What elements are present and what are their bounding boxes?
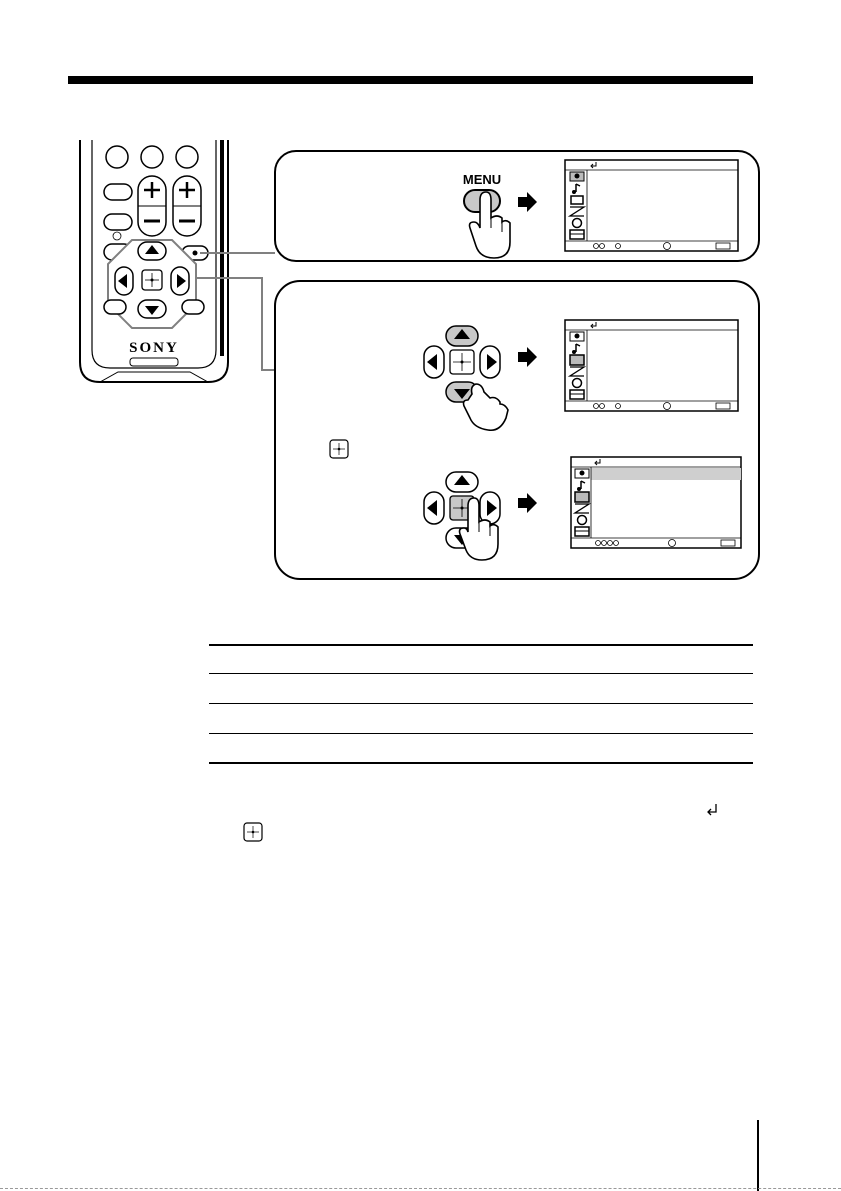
page-edge-rule xyxy=(757,1120,759,1191)
menu-button-label: MENU xyxy=(462,172,502,187)
bottom-crop-line xyxy=(0,1188,841,1190)
remote-brand-logo: SONY xyxy=(129,340,179,356)
